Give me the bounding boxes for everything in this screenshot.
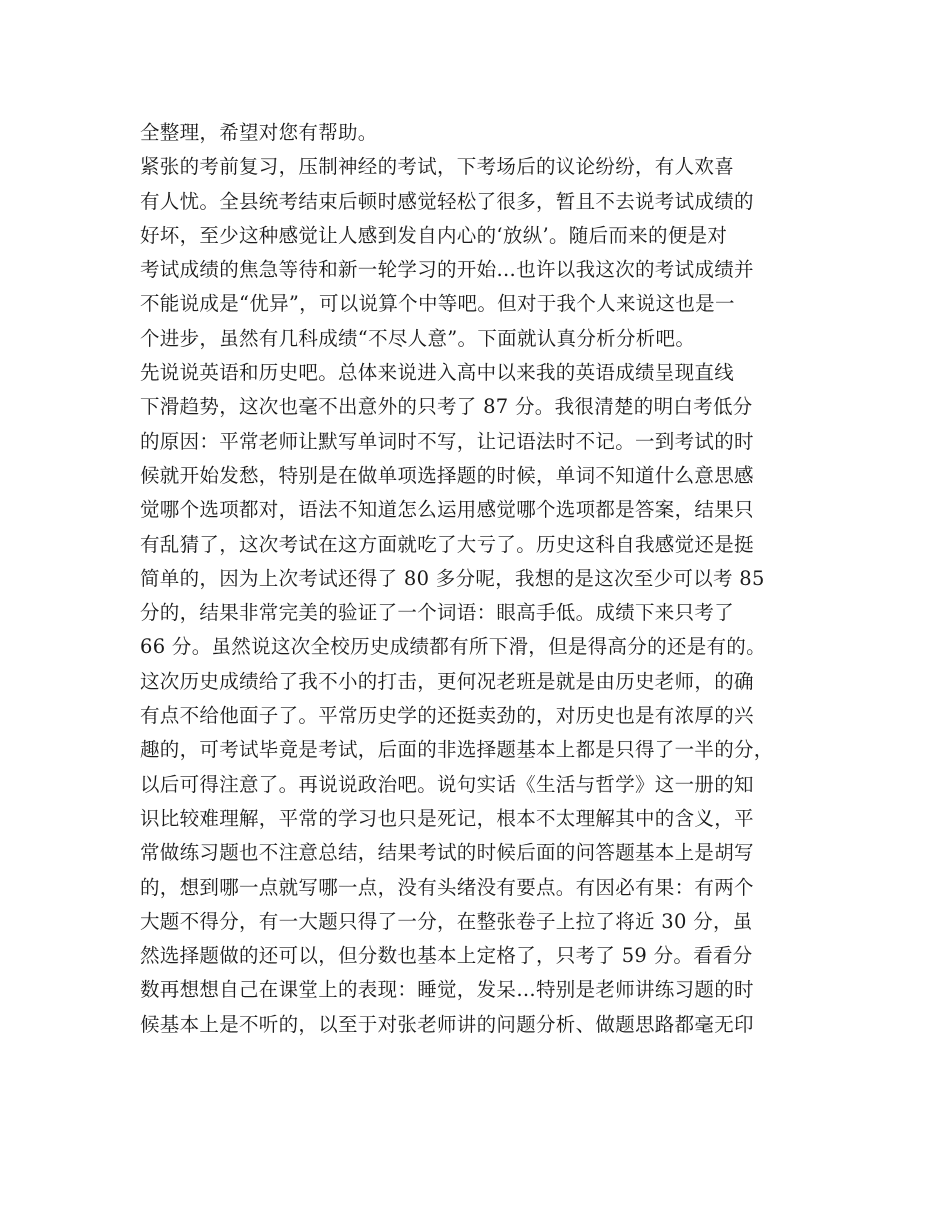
text-line: 考试成绩的焦急等待和新一轮学习的开始…也许以我这次的考试成绩并 [140, 258, 754, 282]
text-line: 的，想到哪一点就写哪一点，没有头绪没有要点。有因必有果：有两个 [140, 875, 754, 899]
text-line: 常做练习题也不注意总结，结果考试的时候后面的问答题基本上是胡写 [140, 841, 754, 865]
text-line: 不能说成是“优异”，可以说算个中等吧。但对于我个人来说这也是一 [140, 292, 735, 316]
text-line: 简单的，因为上次考试还得了 80 多分呢，我想的是这次至少可以考 85 [140, 566, 765, 590]
text-line: 识比较难理解，平常的学习也只是死记，根本不太理解其中的含义，平 [140, 806, 754, 830]
text-line: 有乱猜了，这次考试在这方面就吃了大亏了。历史这科自我感觉还是挺 [140, 532, 754, 556]
text-line: 数再想想自己在课堂上的表现：睡觉，发呆…特别是老师讲练习题的时 [140, 978, 754, 1002]
text-line: 趣的，可考试毕竟是考试，后面的非选择题基本上都是只得了一半的分， [140, 738, 774, 762]
text-line: 这次历史成绩给了我不小的打击，更何况老班是就是由历史老师，的确 [140, 669, 754, 693]
text-line: 分的，结果非常完美的验证了一个词语：眼高手低。成绩下来只考了 [140, 601, 735, 625]
text-line: 大题不得分，有一大题只得了一分，在整张卷子上拉了将近 30 分，虽 [140, 909, 753, 933]
text-line: 有人忧。全县统考结束后顿时感觉轻松了很多，暂且不去说考试成绩的 [140, 189, 754, 213]
text-line: 紧张的考前复习，压制神经的考试，下考场后的议论纷纷，有人欢喜 [140, 155, 735, 179]
text-line: 下滑趋势，这次也毫不出意外的只考了 87 分。我很清楚的明白考低分 [140, 395, 753, 419]
text-line: 全整理，希望对您有帮助。 [140, 121, 378, 144]
text-line: 候基本上是不听的，以至于对张老师讲的问题分析、做题思路都毫无印 [140, 1012, 754, 1036]
text-line: 候就开始发愁，特别是在做单项选择题的时候，单词不知道什么意思感 [140, 463, 754, 487]
text-line: 个进步，虽然有几科成绩“不尽人意”。下面就认真分析分析吧。 [140, 326, 696, 350]
text-line: 先说说英语和历史吧。总体来说进入高中以来我的英语成绩呈现直线 [140, 361, 735, 385]
text-line: 以后可得注意了。再说说政治吧。说句实话《生活与哲学》这一册的知 [140, 772, 754, 796]
text-line: 有点不给他面子了。平常历史学的还挺卖劲的，对历史也是有浓厚的兴 [140, 704, 754, 728]
text-line: 66 分。虽然说这次全校历史成绩都有所下滑，但是得高分的还是有的。 [140, 635, 766, 659]
text-line: 的原因：平常老师让默写单词时不写，让记语法时不记。一到考试的时 [140, 429, 754, 453]
document-body [140, 116, 816, 1042]
text-line: 好坏，至少这种感觉让人感到发自内心的‘放纵’。随后而来的便是对 [140, 223, 728, 247]
text-line: 觉哪个选项都对，语法不知道怎么运用感觉哪个选项都是答案，结果只 [140, 498, 754, 522]
text-line: 然选择题做的还可以，但分数也基本上定格了，只考了 59 分。看看分 [140, 944, 753, 968]
